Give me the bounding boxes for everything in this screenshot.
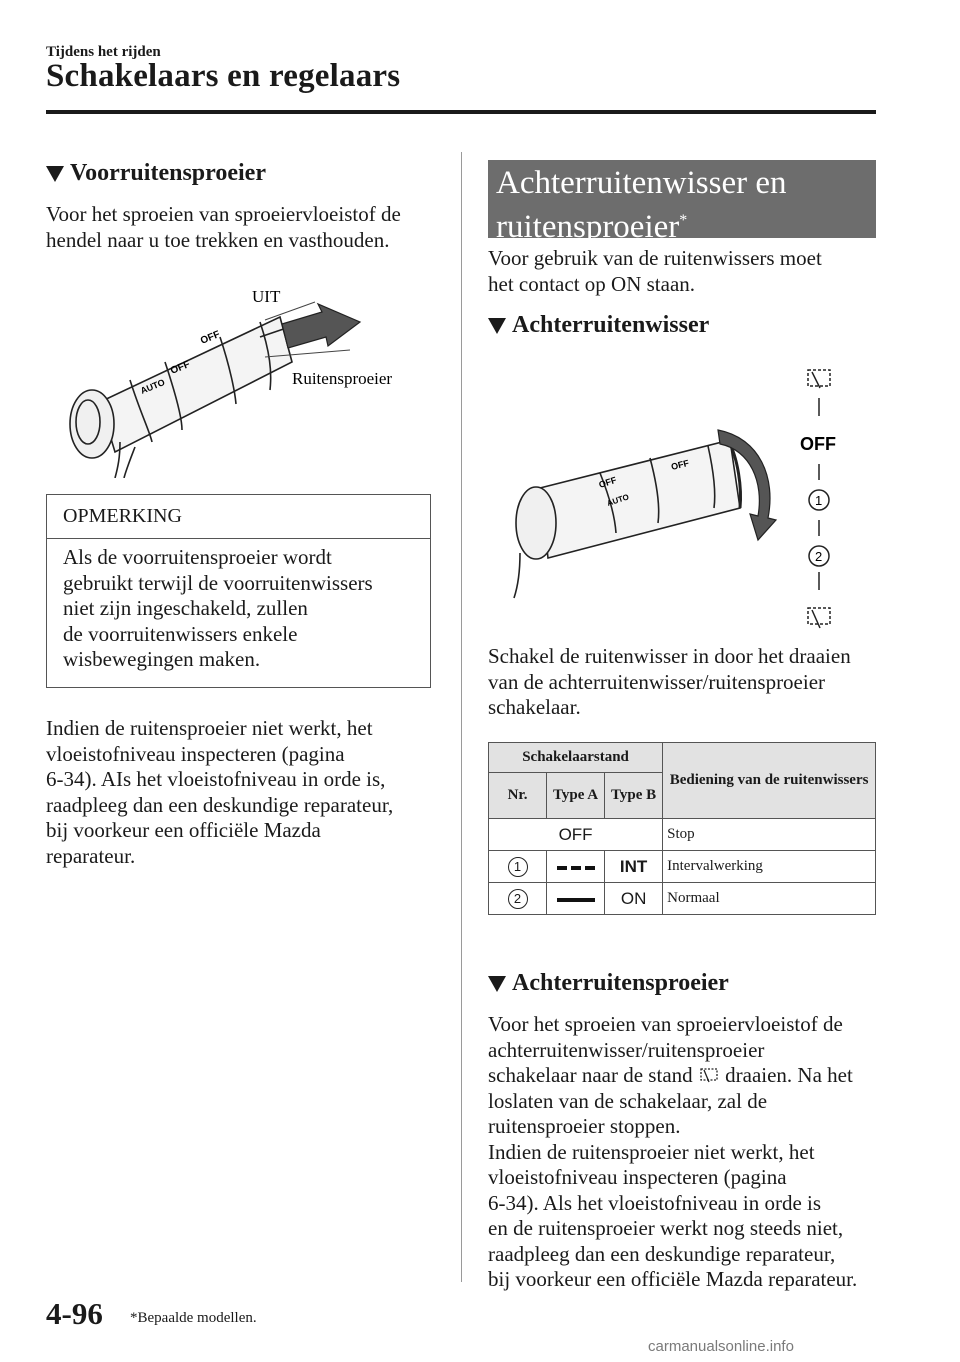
heading-rear-wiper: Achterruitenwisser: [488, 312, 709, 339]
front-wiper-stalk-figure: [60, 282, 420, 478]
washer-position-icon: [698, 1066, 720, 1084]
rear-wiper-text: Schakel de ruitenwisser in door het draaien van de achterruitenwisser/ruitensproeier schakelaar.: [488, 644, 851, 719]
table-header-nr: Nr.: [489, 773, 547, 819]
column-divider: [461, 152, 462, 1282]
washer-position-icon-2: [808, 608, 830, 624]
triangle-bullet-icon: [488, 318, 506, 334]
triangle-bullet-icon: [46, 166, 64, 182]
asterisk-mark: *: [679, 212, 688, 229]
note-title: OPMERKING: [47, 495, 430, 539]
section-banner: Achterruitenwisser en ruitensproeier*: [488, 160, 876, 238]
table-row: [489, 883, 876, 915]
table-header-type-b: Type B: [605, 773, 663, 819]
stalk-off-text-2: OFF: [199, 329, 222, 347]
cell-nr: [489, 851, 547, 883]
cell-type-a: [547, 883, 605, 915]
washer-position-icon: [808, 370, 830, 386]
heading-front-washer: Voorruitensproeier: [46, 160, 266, 187]
rear-intro: Voor gebruik van de ruitenwissers moet het contact op ON staan.: [488, 246, 822, 296]
off-position-label: OFF: [800, 434, 836, 454]
cell-operation: Intervalwerking: [663, 851, 876, 883]
table-header-operation: Bediening van de ruitenwissers: [663, 743, 876, 819]
circle-two-icon: 2: [508, 889, 528, 909]
front-washer-intro: Voor het sproeien van sproeiervloeistof de hendel naar u toe trekken en vasthouden.: [46, 202, 401, 252]
stalk-auto-text: AUTO: [139, 377, 167, 396]
stalk-off-text: OFF: [597, 474, 618, 490]
circle-one-icon: 1: [508, 857, 528, 877]
page-number: 4-96: [46, 1296, 103, 1331]
cell-type-b: INT: [605, 851, 663, 883]
cell-type-b: ON: [605, 883, 663, 915]
page-title: Schakelaars en regelaars: [46, 58, 401, 94]
switch-position-table: [488, 742, 876, 915]
section-label: Tijdens het rijden: [46, 44, 161, 60]
label-off: UIT: [252, 287, 281, 306]
note-box: [46, 494, 431, 688]
rear-wiper-figure: [500, 358, 870, 640]
table-row: [489, 851, 876, 883]
front-washer-body: Indien de ruitensproeier niet werkt, het vloeistofniveau inspecteren (pagina 6-34). AIs het vloeistofniveau in orde is, raadpleeg dan een deskundige reparateur, bij voorkeur een officiële Mazda reparateur.: [46, 716, 394, 868]
cell-operation: Normaal: [663, 883, 876, 915]
stalk-auto-text: AUTO: [605, 492, 631, 508]
pull-arrow-icon: [282, 304, 360, 348]
stalk-off-text-2: OFF: [670, 457, 690, 472]
table-header-switch: Schakelaarstand: [489, 743, 663, 773]
position-2-label: 2: [815, 549, 823, 564]
cell-off: OFF: [489, 819, 663, 851]
heading-rear-washer: Achterruitensproeier: [488, 970, 729, 997]
solid-line-icon: [557, 898, 595, 902]
cell-stop: Stop: [663, 819, 876, 851]
label-washer: Ruitensproeier: [292, 369, 393, 388]
stalk-off-text: OFF: [169, 359, 192, 377]
header-rule: [46, 110, 876, 114]
triangle-bullet-icon: [488, 976, 506, 992]
table-row: [489, 819, 876, 851]
rear-washer-text: Voor het sproeien van sproeiervloeistof de achterruitenwisser/ruitensproeier schakelaar naar de stand draaien. Na het loslaten van de schakelaar, zal de ruitensproeier stoppen. Indien de ruitensproeier niet werkt, het vloeistofniveau inspecteren (pagina 6-34). Als het vloeistofniveau in orde is en de ruitensproeier werkt nog steeds niet, raadpleeg dan een deskundige reparateur, bij voorkeur een officiële Mazda reparateur.: [488, 1012, 858, 1291]
watermark: carmanualsonline.info: [648, 1338, 794, 1355]
footnote: *Bepaalde modellen.: [130, 1310, 257, 1326]
table-header-type-a: Type A: [547, 773, 605, 819]
cell-nr: [489, 883, 547, 915]
position-1-label: 1: [815, 493, 823, 508]
note-body: Als de voorruitensproeier wordt gebruikt terwijl de voorruitenwissers niet zijn ingeschakeld, zullen de voorruitenwissers enkele wisbewegingen maken.: [63, 545, 373, 671]
broken-line-icon: [557, 866, 595, 870]
cell-type-a: [547, 851, 605, 883]
